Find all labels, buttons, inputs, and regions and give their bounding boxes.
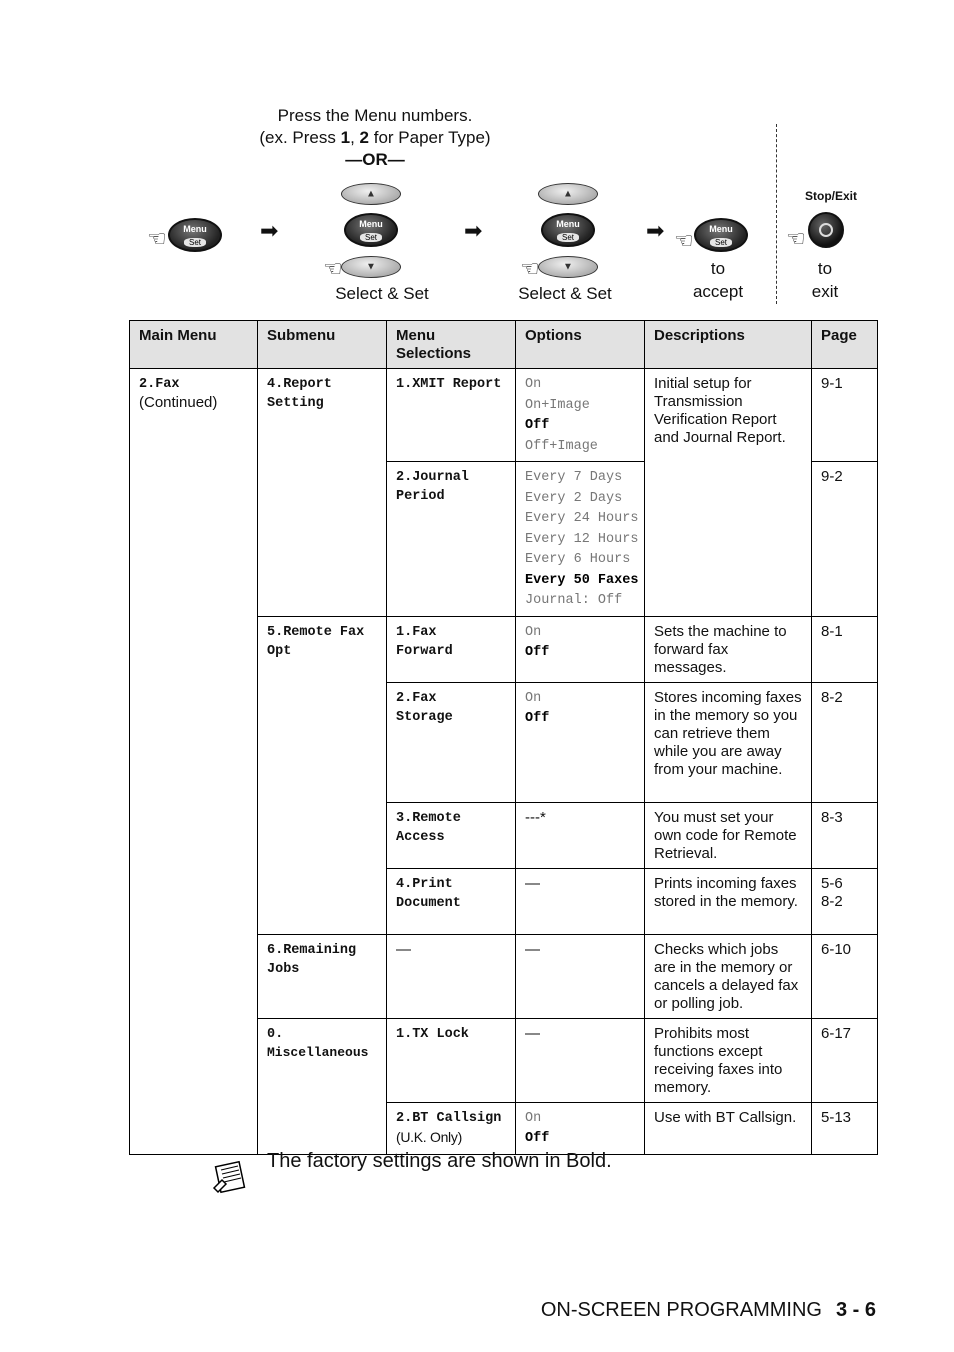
stop-exit-button[interactable] — [808, 212, 844, 248]
divider — [776, 124, 777, 304]
up-arrow-button[interactable]: ▲ — [538, 183, 598, 205]
page-bt-callsign: 5-13 — [812, 1102, 878, 1154]
description-remaining-jobs: Checks which jobs are in the memory or cancels a delayed fax or polling job. — [645, 934, 812, 1018]
options-tx-lock: — — [516, 1018, 645, 1102]
page-print-document: 5-6 8-2 — [812, 868, 878, 934]
to-exit-label: to exit — [811, 259, 839, 301]
submenu-remaining-jobs: 6.Remaining Jobs — [258, 934, 387, 1018]
page-footer — [541, 1299, 876, 1322]
selection-print-document: 4.Print Document — [387, 868, 516, 934]
header-submenu: Submenu — [258, 321, 387, 369]
selection-remaining-jobs: — — [387, 934, 516, 1018]
selection-fax-forward: 1.Fax Forward — [387, 616, 516, 682]
menu-set-button[interactable]: Menu Set — [541, 213, 595, 247]
page-fax-forward: 8-1 — [812, 616, 878, 682]
header-main-menu: Main Menu — [130, 321, 258, 369]
page-remote-access: 8-3 — [812, 802, 878, 868]
right-arrow-icon: ➡ — [646, 218, 665, 243]
to-accept-label: to accept — [692, 259, 744, 301]
options-remaining-jobs: — — [516, 934, 645, 1018]
hand-pointer-icon: ☜ — [520, 256, 540, 281]
page-remaining-jobs: 6-10 — [812, 934, 878, 1018]
description-print-document: Prints incoming faxes stored in the memory. — [645, 868, 812, 934]
down-arrow-button[interactable]: ▼ — [538, 256, 598, 278]
hand-pointer-icon: ☜ — [786, 226, 806, 251]
page-journal-period: 9-2 — [812, 462, 878, 617]
options-print-document: — — [516, 868, 645, 934]
options-xmit-report: On On+Image Off Off+Image — [516, 369, 645, 462]
header-descriptions: Descriptions — [645, 321, 812, 369]
note-text: The factory settings are shown in Bold. — [267, 1150, 612, 1172]
description-bt-callsign: Use with BT Callsign. — [645, 1102, 812, 1154]
options-journal-period: Every 7 Days Every 2 Days Every 24 Hours Every 12 Hours Every 6 Hours Every 50 Faxes Journal: Off — [516, 462, 645, 617]
page-xmit-report: 9-1 — [812, 369, 878, 462]
select-set-label: Select & Set — [335, 284, 429, 303]
main-menu-cell: 2.Fax (Continued) — [130, 369, 258, 1155]
instruction-line-2: (ex. Press 1, 2 for Paper Type) — [259, 128, 491, 147]
instruction-line-1: Press the Menu numbers. — [277, 106, 473, 125]
header-options: Options — [516, 321, 645, 369]
stop-exit-label: Stop/Exit — [805, 189, 858, 203]
menu-set-button[interactable]: Menu Set — [694, 218, 748, 252]
header-menu-selections: Menu Selections — [387, 321, 516, 369]
submenu-miscellaneous: 0. Miscellaneous — [258, 1018, 387, 1154]
menu-table — [129, 320, 878, 1155]
hand-pointer-icon: ☜ — [323, 256, 343, 281]
page-fax-storage: 8-2 — [812, 682, 878, 802]
or-label: —OR— — [345, 150, 405, 169]
up-arrow-button[interactable]: ▲ — [341, 183, 401, 205]
selection-xmit-report: 1.XMIT Report — [387, 369, 516, 462]
table-header-row — [130, 321, 878, 369]
description-tx-lock: Prohibits most functions except receiving faxes into memory. — [645, 1018, 812, 1102]
options-bt-callsign: On Off — [516, 1102, 645, 1154]
selection-journal-period: 2.Journal Period — [387, 462, 516, 617]
table-row — [130, 369, 878, 462]
description-remote-access: You must set your own code for Remote Retrieval. — [645, 802, 812, 868]
header-page: Page — [812, 321, 878, 369]
select-set-label: Select & Set — [518, 284, 612, 303]
hand-pointer-icon: ☜ — [674, 228, 694, 253]
instruction-text — [200, 105, 550, 171]
options-fax-forward: On Off — [516, 616, 645, 682]
submenu-report-setting: 4.Report Setting — [258, 369, 387, 617]
note-pad-icon — [212, 1158, 250, 1194]
page-tx-lock: 6-17 — [812, 1018, 878, 1102]
right-arrow-icon: ➡ — [260, 218, 279, 243]
description-xmit-report: Initial setup for Transmission Verification Report and Journal Report. — [645, 369, 812, 617]
hand-pointer-icon: ☜ — [147, 226, 167, 251]
selection-bt-callsign: 2.BT Callsign (U.K. Only) — [387, 1102, 516, 1154]
menu-set-button[interactable]: Menu Set — [344, 213, 398, 247]
menu-set-button[interactable]: Menu Set — [168, 218, 222, 252]
right-arrow-icon: ➡ — [464, 218, 483, 243]
selection-tx-lock: 1.TX Lock — [387, 1018, 516, 1102]
description-fax-storage: Stores incoming faxes in the memory so you can retrieve them while you are away from your machine. — [645, 682, 812, 802]
selection-remote-access: 3.Remote Access — [387, 802, 516, 868]
options-fax-storage: On Off — [516, 682, 645, 802]
page-number: 3 - 6 — [835, 1299, 876, 1321]
options-remote-access: ---* — [516, 802, 645, 868]
selection-fax-storage: 2.Fax Storage — [387, 682, 516, 802]
section-title: ON-SCREEN PROGRAMMING — [540, 1299, 822, 1321]
submenu-remote-fax-opt: 5.Remote Fax Opt — [258, 616, 387, 934]
description-fax-forward: Sets the machine to forward fax messages. — [645, 616, 812, 682]
down-arrow-button[interactable]: ▼ — [341, 256, 401, 278]
